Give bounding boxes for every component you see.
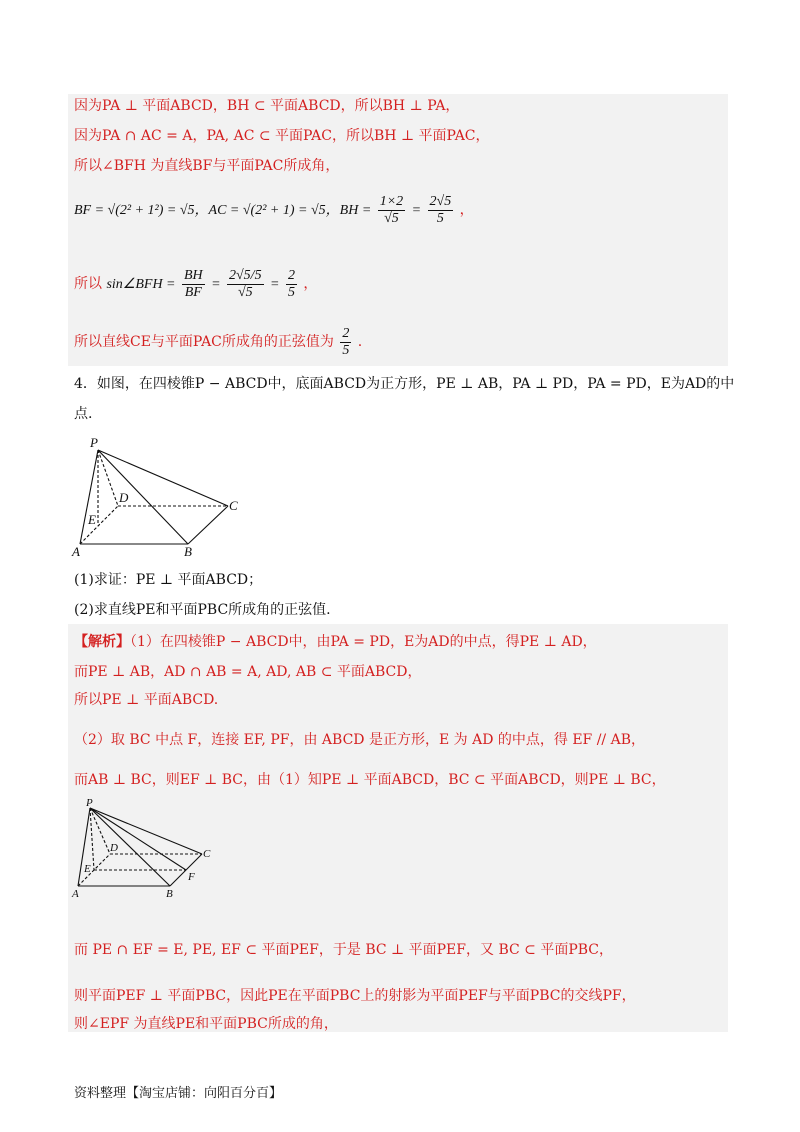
formula-text: =	[411, 203, 422, 218]
solution-line	[74, 324, 362, 360]
vertex-label-E: E	[84, 863, 91, 875]
fraction-numerator: BH	[183, 267, 203, 283]
solution-line: 所以∠BFH 为直线BF与平面PAC所成角，	[74, 158, 340, 174]
edge-PD	[98, 450, 118, 506]
vertex-label-C: C	[203, 848, 211, 860]
fraction-denominator: 5	[287, 284, 295, 300]
fraction-numerator: 2√5	[429, 193, 452, 209]
fraction-numerator: 2√5/5	[229, 267, 262, 283]
vertex-label-A: A	[72, 544, 80, 559]
solution-line: 而 PE ∩ EF = E, PE, EF ⊂ 平面PEF，于是 BC ⊥ 平面PEF，又 BC ⊂ 平面PBC，	[74, 942, 614, 958]
formula-text: =	[211, 277, 221, 292]
vertex-label-P: P	[86, 797, 93, 809]
solution-line	[74, 256, 317, 313]
vertex-label-E: E	[88, 512, 96, 527]
vertex-label-B: B	[184, 544, 192, 559]
fraction	[182, 268, 205, 301]
solution-line	[74, 632, 597, 652]
pyramid-figure	[68, 434, 258, 562]
footer-note: 资料整理【淘宝店铺：向阳百分百】	[74, 1086, 283, 1101]
analysis-tag: 【解析】	[74, 634, 130, 650]
vertex-label-F: F	[188, 871, 195, 883]
fraction	[227, 268, 264, 301]
punctuation: ，	[459, 202, 474, 218]
vertex-label-D: D	[119, 490, 129, 505]
formula-text: BF = √(2² + 1²) = √5，AC = √(2² + 1) = √5，BH =	[74, 203, 372, 218]
solution-line: （2）取 BC 中点 F，连接 EF, PF，由 ABCD 是正方形，E 为 AD 的中点，得 EF // AB，	[74, 732, 645, 748]
problem-statement: 点.	[74, 406, 93, 422]
fraction	[286, 268, 297, 301]
formula-text: sin∠BFH =	[106, 277, 176, 292]
fraction-numerator: 2	[287, 267, 295, 283]
formula-text: 所以直线CE与平面PAC所成角的正弦值为	[74, 334, 334, 350]
solution-line: 而PE ⊥ AB，AD ∩ AB = A, AD, AB ⊂ 平面ABCD，	[74, 664, 422, 680]
solution-line: 因为PA ∩ AC = A，PA, AC ⊂ 平面PAC，所以BH ⊥ 平面PAC，	[74, 128, 490, 144]
fraction-denominator: 5	[342, 342, 350, 358]
edge-PB	[90, 808, 170, 886]
question-2: (2)求直线PE和平面PBC所成角的正弦值.	[74, 602, 331, 618]
vertex-label-B: B	[166, 888, 173, 900]
edge-PE	[90, 808, 94, 870]
solution-text: （1）在四棱锥P − ABCD中，由PA = PD，E为AD的中点，得PE ⊥ AD，	[130, 634, 597, 650]
fraction	[340, 326, 351, 359]
text-so: 所以	[74, 276, 102, 292]
vertex-label-C: C	[229, 498, 238, 513]
formula-text: =	[270, 277, 280, 292]
problem-statement: 4．如图，在四棱锥P − ABCD中，底面ABCD为正方形，PE ⊥ AB，PA ⊥ PD，PA = PD，E为AD的中	[74, 376, 735, 392]
punctuation: ，	[303, 276, 318, 292]
solution-line: 而AB ⊥ BC，则EF ⊥ BC，由（1）知PE ⊥ 平面ABCD，BC ⊂ 平面ABCD，则PE ⊥ BC，	[74, 772, 666, 788]
punctuation: .	[357, 334, 363, 350]
solution-line	[74, 192, 474, 229]
fraction	[378, 194, 405, 227]
fraction-denominator: 5	[436, 210, 444, 226]
fraction-denominator: √5	[384, 210, 399, 226]
edge-PC	[98, 450, 228, 506]
fraction-denominator: √5	[237, 284, 253, 300]
solution-line: 因为PA ⊥ 平面ABCD，BH ⊂ 平面ABCD，所以BH ⊥ PA，	[74, 98, 460, 114]
pyramid-figure-with-midpoint	[68, 796, 228, 904]
edge-PB	[98, 450, 188, 544]
fraction-numerator: 2	[342, 325, 350, 341]
solution-line: 则平面PEF ⊥ 平面PBC，因此PE在平面PBC上的射影为平面PEF与平面PBC的交线PF，	[74, 988, 636, 1004]
edge-BC	[188, 506, 228, 544]
fraction	[428, 194, 454, 227]
fraction-denominator: BF	[184, 284, 202, 300]
question-1: (1)求证：PE ⊥ 平面ABCD；	[74, 572, 263, 588]
edge-PF	[90, 808, 186, 870]
fraction-numerator: 1×2	[379, 193, 404, 209]
solution-line: 所以PE ⊥ 平面ABCD.	[74, 692, 219, 708]
solution-line: 则∠EPF 为直线PE和平面PBC所成的角，	[74, 1016, 338, 1032]
vertex-label-P: P	[90, 435, 98, 450]
edge-PA	[80, 450, 98, 544]
vertex-label-D: D	[110, 842, 118, 854]
vertex-label-A: A	[72, 888, 79, 900]
